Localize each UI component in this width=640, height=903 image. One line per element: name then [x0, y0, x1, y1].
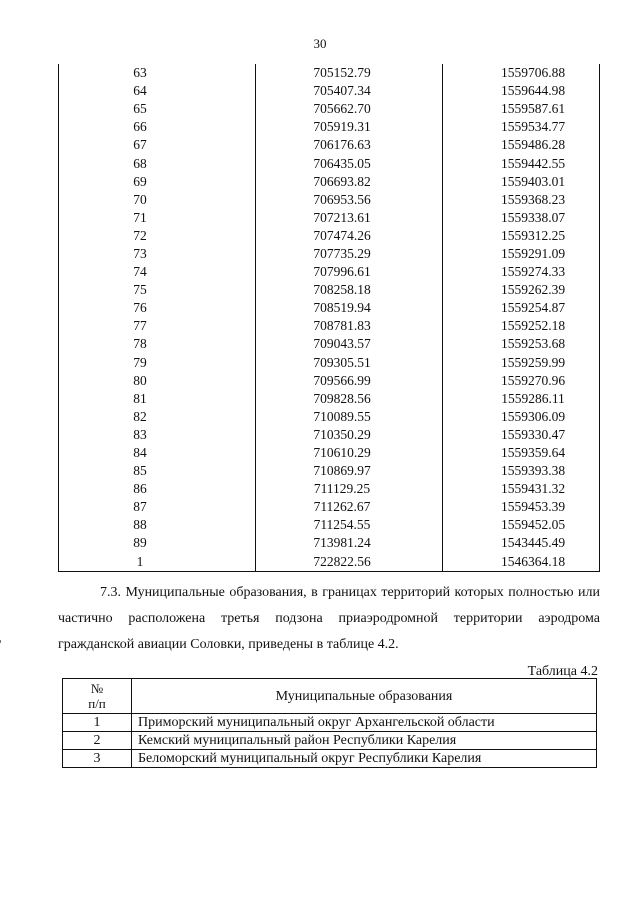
x-coordinate-cell: 722822.56	[256, 553, 443, 572]
table-row	[59, 553, 600, 572]
y-coordinate-cell: 1559270.96	[443, 372, 600, 390]
table-row	[59, 154, 600, 172]
y-coordinate-cell: 1559368.23	[443, 191, 600, 209]
x-coordinate-cell: 711254.55	[256, 516, 443, 534]
point-number-cell: 75	[59, 281, 256, 299]
table-row	[59, 64, 600, 82]
table-row	[59, 281, 600, 299]
point-number-cell: 89	[59, 534, 256, 552]
y-coordinate-cell: 1559306.09	[443, 408, 600, 426]
municipality-name-cell: Кемский муниципальный район Республики Карелия	[132, 732, 597, 750]
y-coordinate-cell: 1559403.01	[443, 173, 600, 191]
y-coordinate-cell: 1559431.32	[443, 480, 600, 498]
y-coordinate-cell: 1559453.39	[443, 498, 600, 516]
paragraph-text: 7.3. Муниципальные образования, в границах территорий которых полностью или частично расположена третья подзона приаэродромной территории аэродрома гражданской авиации Соловки, приведены в таблице 4.2.	[58, 585, 600, 652]
point-number-cell: 1	[59, 553, 256, 572]
table-row	[63, 714, 597, 732]
x-coordinate-cell: 707735.29	[256, 245, 443, 263]
x-coordinate-cell: 710869.97	[256, 462, 443, 480]
point-number-cell: 77	[59, 317, 256, 335]
point-number-cell: 72	[59, 227, 256, 245]
header-municipalities: Муниципальные образования	[132, 679, 597, 714]
x-coordinate-cell: 705407.34	[256, 82, 443, 100]
point-number-cell: 65	[59, 100, 256, 118]
y-coordinate-cell: 1559254.87	[443, 299, 600, 317]
table-row	[59, 444, 600, 462]
row-number-cell: 1	[63, 714, 132, 732]
x-coordinate-cell: 705662.70	[256, 100, 443, 118]
municipal-table	[62, 678, 597, 768]
table-row	[59, 263, 600, 281]
y-coordinate-cell: 1559706.88	[443, 64, 600, 82]
table-row	[59, 534, 600, 552]
table-caption: Таблица 4.2	[527, 664, 598, 679]
y-coordinate-cell: 1559338.07	[443, 209, 600, 227]
point-number-cell: 70	[59, 191, 256, 209]
page-number: 30	[313, 36, 327, 51]
table-row	[59, 227, 600, 245]
y-coordinate-cell: 1559486.28	[443, 136, 600, 154]
x-coordinate-cell: 705152.79	[256, 64, 443, 82]
row-number-cell: 2	[63, 732, 132, 750]
table-row	[59, 245, 600, 263]
coordinates-table	[58, 64, 600, 572]
municipal-table-header	[63, 679, 597, 714]
x-coordinate-cell: 706953.56	[256, 191, 443, 209]
y-coordinate-cell: 1559291.09	[443, 245, 600, 263]
x-coordinate-cell: 706435.05	[256, 154, 443, 172]
y-coordinate-cell: 1559393.38	[443, 462, 600, 480]
header-number	[63, 679, 132, 714]
x-coordinate-cell: 707213.61	[256, 209, 443, 227]
header-number-symbol: №	[90, 681, 104, 696]
table-row	[59, 426, 600, 444]
point-number-cell: 80	[59, 372, 256, 390]
point-number-cell: 67	[59, 136, 256, 154]
point-number-cell: 69	[59, 173, 256, 191]
x-coordinate-cell: 710610.29	[256, 444, 443, 462]
table-row	[59, 480, 600, 498]
point-number-cell: 63	[59, 64, 256, 82]
table-row	[59, 317, 600, 335]
x-coordinate-cell: 711262.67	[256, 498, 443, 516]
point-number-cell: 73	[59, 245, 256, 263]
x-coordinate-cell: 710350.29	[256, 426, 443, 444]
x-coordinate-cell: 708258.18	[256, 281, 443, 299]
table-row	[59, 516, 600, 534]
table-row	[59, 173, 600, 191]
point-number-cell: 81	[59, 390, 256, 408]
x-coordinate-cell: 709828.56	[256, 390, 443, 408]
municipality-name-cell: Беломорский муниципальный округ Республики Карелия	[132, 750, 597, 768]
y-coordinate-cell: 1559262.39	[443, 281, 600, 299]
x-coordinate-cell: 705919.31	[256, 118, 443, 136]
y-coordinate-cell: 1559587.61	[443, 100, 600, 118]
x-coordinate-cell: 706693.82	[256, 173, 443, 191]
point-number-cell: 74	[59, 263, 256, 281]
y-coordinate-cell: 1543445.49	[443, 534, 600, 552]
point-number-cell: 84	[59, 444, 256, 462]
point-number-cell: 64	[59, 82, 256, 100]
point-number-cell: 71	[59, 209, 256, 227]
header-number-abbrev: п/п	[88, 696, 106, 711]
point-number-cell: 78	[59, 335, 256, 353]
table-row	[59, 136, 600, 154]
point-number-cell: 76	[59, 299, 256, 317]
y-coordinate-cell: 1559253.68	[443, 335, 600, 353]
x-coordinate-cell: 711129.25	[256, 480, 443, 498]
y-coordinate-cell: 1559330.47	[443, 426, 600, 444]
section-paragraph	[58, 580, 600, 658]
y-coordinate-cell: 1546364.18	[443, 553, 600, 572]
scan-mark	[0, 640, 1, 643]
x-coordinate-cell: 709566.99	[256, 372, 443, 390]
table-row	[59, 100, 600, 118]
y-coordinate-cell: 1559359.64	[443, 444, 600, 462]
y-coordinate-cell: 1559312.25	[443, 227, 600, 245]
y-coordinate-cell: 1559274.33	[443, 263, 600, 281]
table-row	[59, 462, 600, 480]
x-coordinate-cell: 706176.63	[256, 136, 443, 154]
table-row	[59, 191, 600, 209]
x-coordinate-cell: 713981.24	[256, 534, 443, 552]
row-number-cell: 3	[63, 750, 132, 768]
y-coordinate-cell: 1559644.98	[443, 82, 600, 100]
table-row	[59, 335, 600, 353]
table-row	[59, 372, 600, 390]
point-number-cell: 68	[59, 154, 256, 172]
table-row	[59, 299, 600, 317]
y-coordinate-cell: 1559259.99	[443, 354, 600, 372]
y-coordinate-cell: 1559442.55	[443, 154, 600, 172]
x-coordinate-cell: 710089.55	[256, 408, 443, 426]
table-row	[59, 354, 600, 372]
x-coordinate-cell: 709305.51	[256, 354, 443, 372]
table-row	[63, 732, 597, 750]
x-coordinate-cell: 708519.94	[256, 299, 443, 317]
table-row	[59, 408, 600, 426]
municipality-name-cell: Приморский муниципальный округ Архангельской области	[132, 714, 597, 732]
x-coordinate-cell: 709043.57	[256, 335, 443, 353]
point-number-cell: 87	[59, 498, 256, 516]
point-number-cell: 79	[59, 354, 256, 372]
point-number-cell: 85	[59, 462, 256, 480]
y-coordinate-cell: 1559452.05	[443, 516, 600, 534]
y-coordinate-cell: 1559286.11	[443, 390, 600, 408]
table-row	[63, 750, 597, 768]
x-coordinate-cell: 707474.26	[256, 227, 443, 245]
point-number-cell: 66	[59, 118, 256, 136]
point-number-cell: 82	[59, 408, 256, 426]
table-row	[59, 390, 600, 408]
x-coordinate-cell: 708781.83	[256, 317, 443, 335]
x-coordinate-cell: 707996.61	[256, 263, 443, 281]
y-coordinate-cell: 1559252.18	[443, 317, 600, 335]
point-number-cell: 88	[59, 516, 256, 534]
table-row	[59, 209, 600, 227]
table-row	[59, 82, 600, 100]
point-number-cell: 83	[59, 426, 256, 444]
table-row	[59, 118, 600, 136]
point-number-cell: 86	[59, 480, 256, 498]
y-coordinate-cell: 1559534.77	[443, 118, 600, 136]
table-row	[59, 498, 600, 516]
